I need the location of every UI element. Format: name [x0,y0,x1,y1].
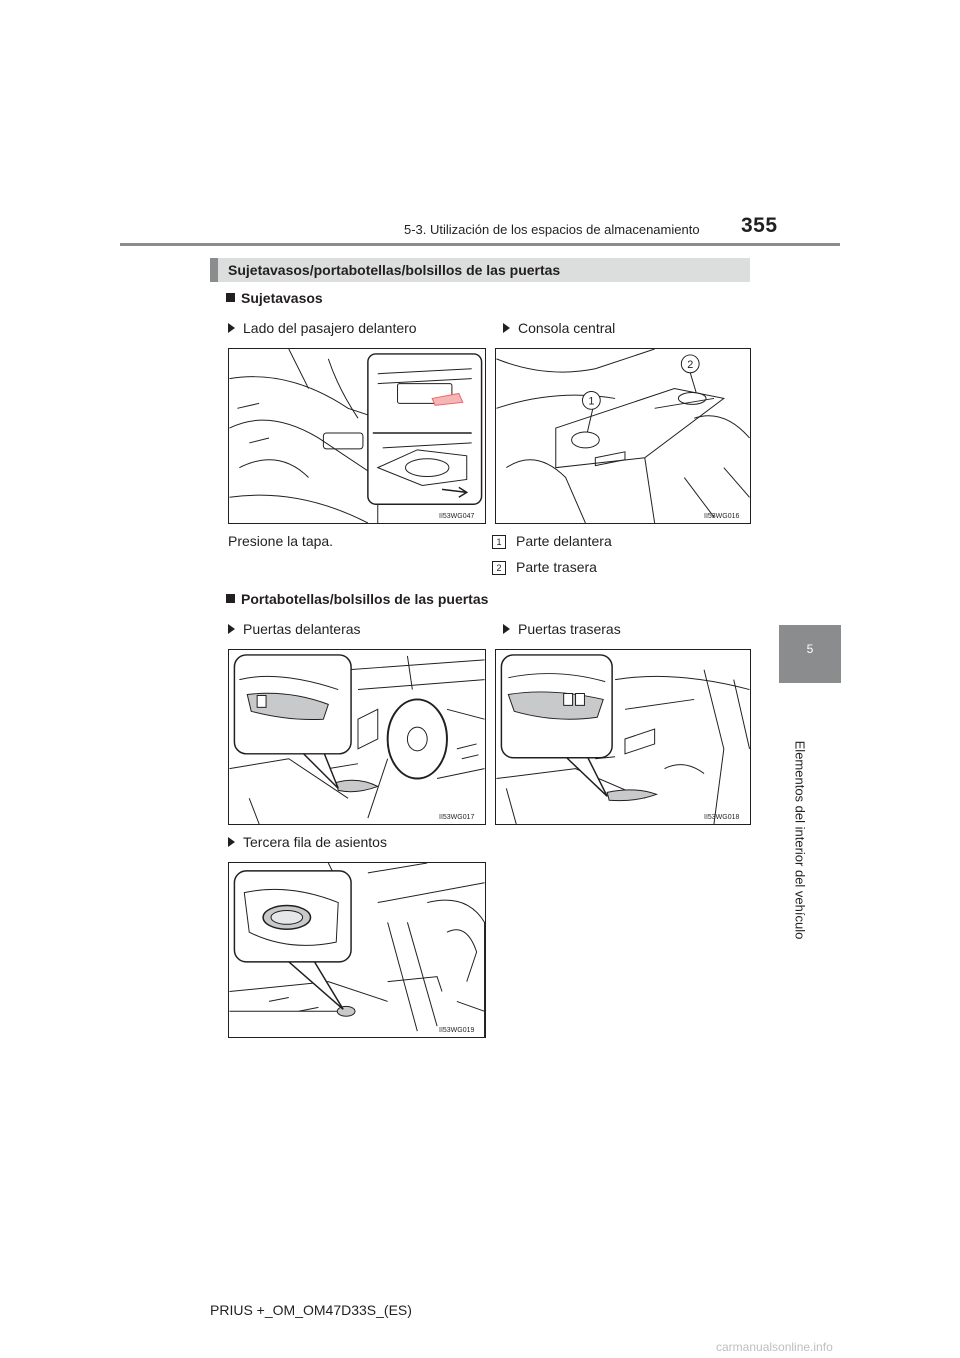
list-item: 2 Parte trasera [492,559,597,575]
figure-code: II53WG018 [704,814,740,821]
rear-door-drawing [496,650,750,824]
third-row-drawing [229,863,485,1037]
console-drawing [496,349,750,523]
topic-band [210,258,750,282]
list-item: 1 Parte delantera [492,533,612,549]
figure-front-door-bottle [228,649,486,825]
label-center-console: Consola central [503,320,615,336]
triangle-bullet-icon [503,323,510,333]
cupholder-drawing [229,349,485,523]
chapter-label: Elementos del interior del vehículo [792,740,808,940]
callout-2: 2 [687,358,694,371]
square-bullet-icon [226,594,235,603]
footer-doc-code: PRIUS +_OM_OM47D33S_(ES) [210,1302,412,1318]
figure-code: II53WG016 [704,513,740,520]
label-front-passenger: Lado del pasajero delantero [228,320,417,336]
subheading-cup: Sujetavasos [226,290,323,306]
square-bullet-icon [226,293,235,302]
triangle-bullet-icon [503,624,510,634]
figure-third-row-cupholder [228,862,486,1038]
label-front-doors: Puertas delanteras [228,621,361,637]
chapter-label-wrap [790,690,810,990]
figure-rear-door-bottle [495,649,751,825]
triangle-bullet-icon [228,323,235,333]
label-third-row: Tercera fila de asientos [228,834,387,850]
front-door-drawing [229,650,485,824]
topic-title: Sujetavasos/portabotellas/bolsillos de las puertas [228,262,561,278]
section-title: 5-3. Utilización de los espacios de almacenamiento [404,222,700,237]
figure-console-cupholder [495,348,751,524]
figure-code: II53WG047 [439,513,475,520]
chapter-tab: 5 [779,625,841,683]
subheading-bottle: Portabotellas/bolsillos de las puertas [226,591,488,607]
figure-code: II53WG017 [439,814,475,821]
page-number: 355 [741,214,778,237]
header-rule [120,243,840,246]
callout-1: 1 [588,395,595,408]
caption-press-lid: Presione la tapa. [228,533,334,549]
label-rear-doors: Puertas traseras [503,621,621,637]
figure-passenger-cupholder [228,348,486,524]
watermark: carmanualsonline.info [716,1340,833,1354]
triangle-bullet-icon [228,837,235,847]
figure-code: II53WG019 [439,1027,475,1034]
triangle-bullet-icon [228,624,235,634]
